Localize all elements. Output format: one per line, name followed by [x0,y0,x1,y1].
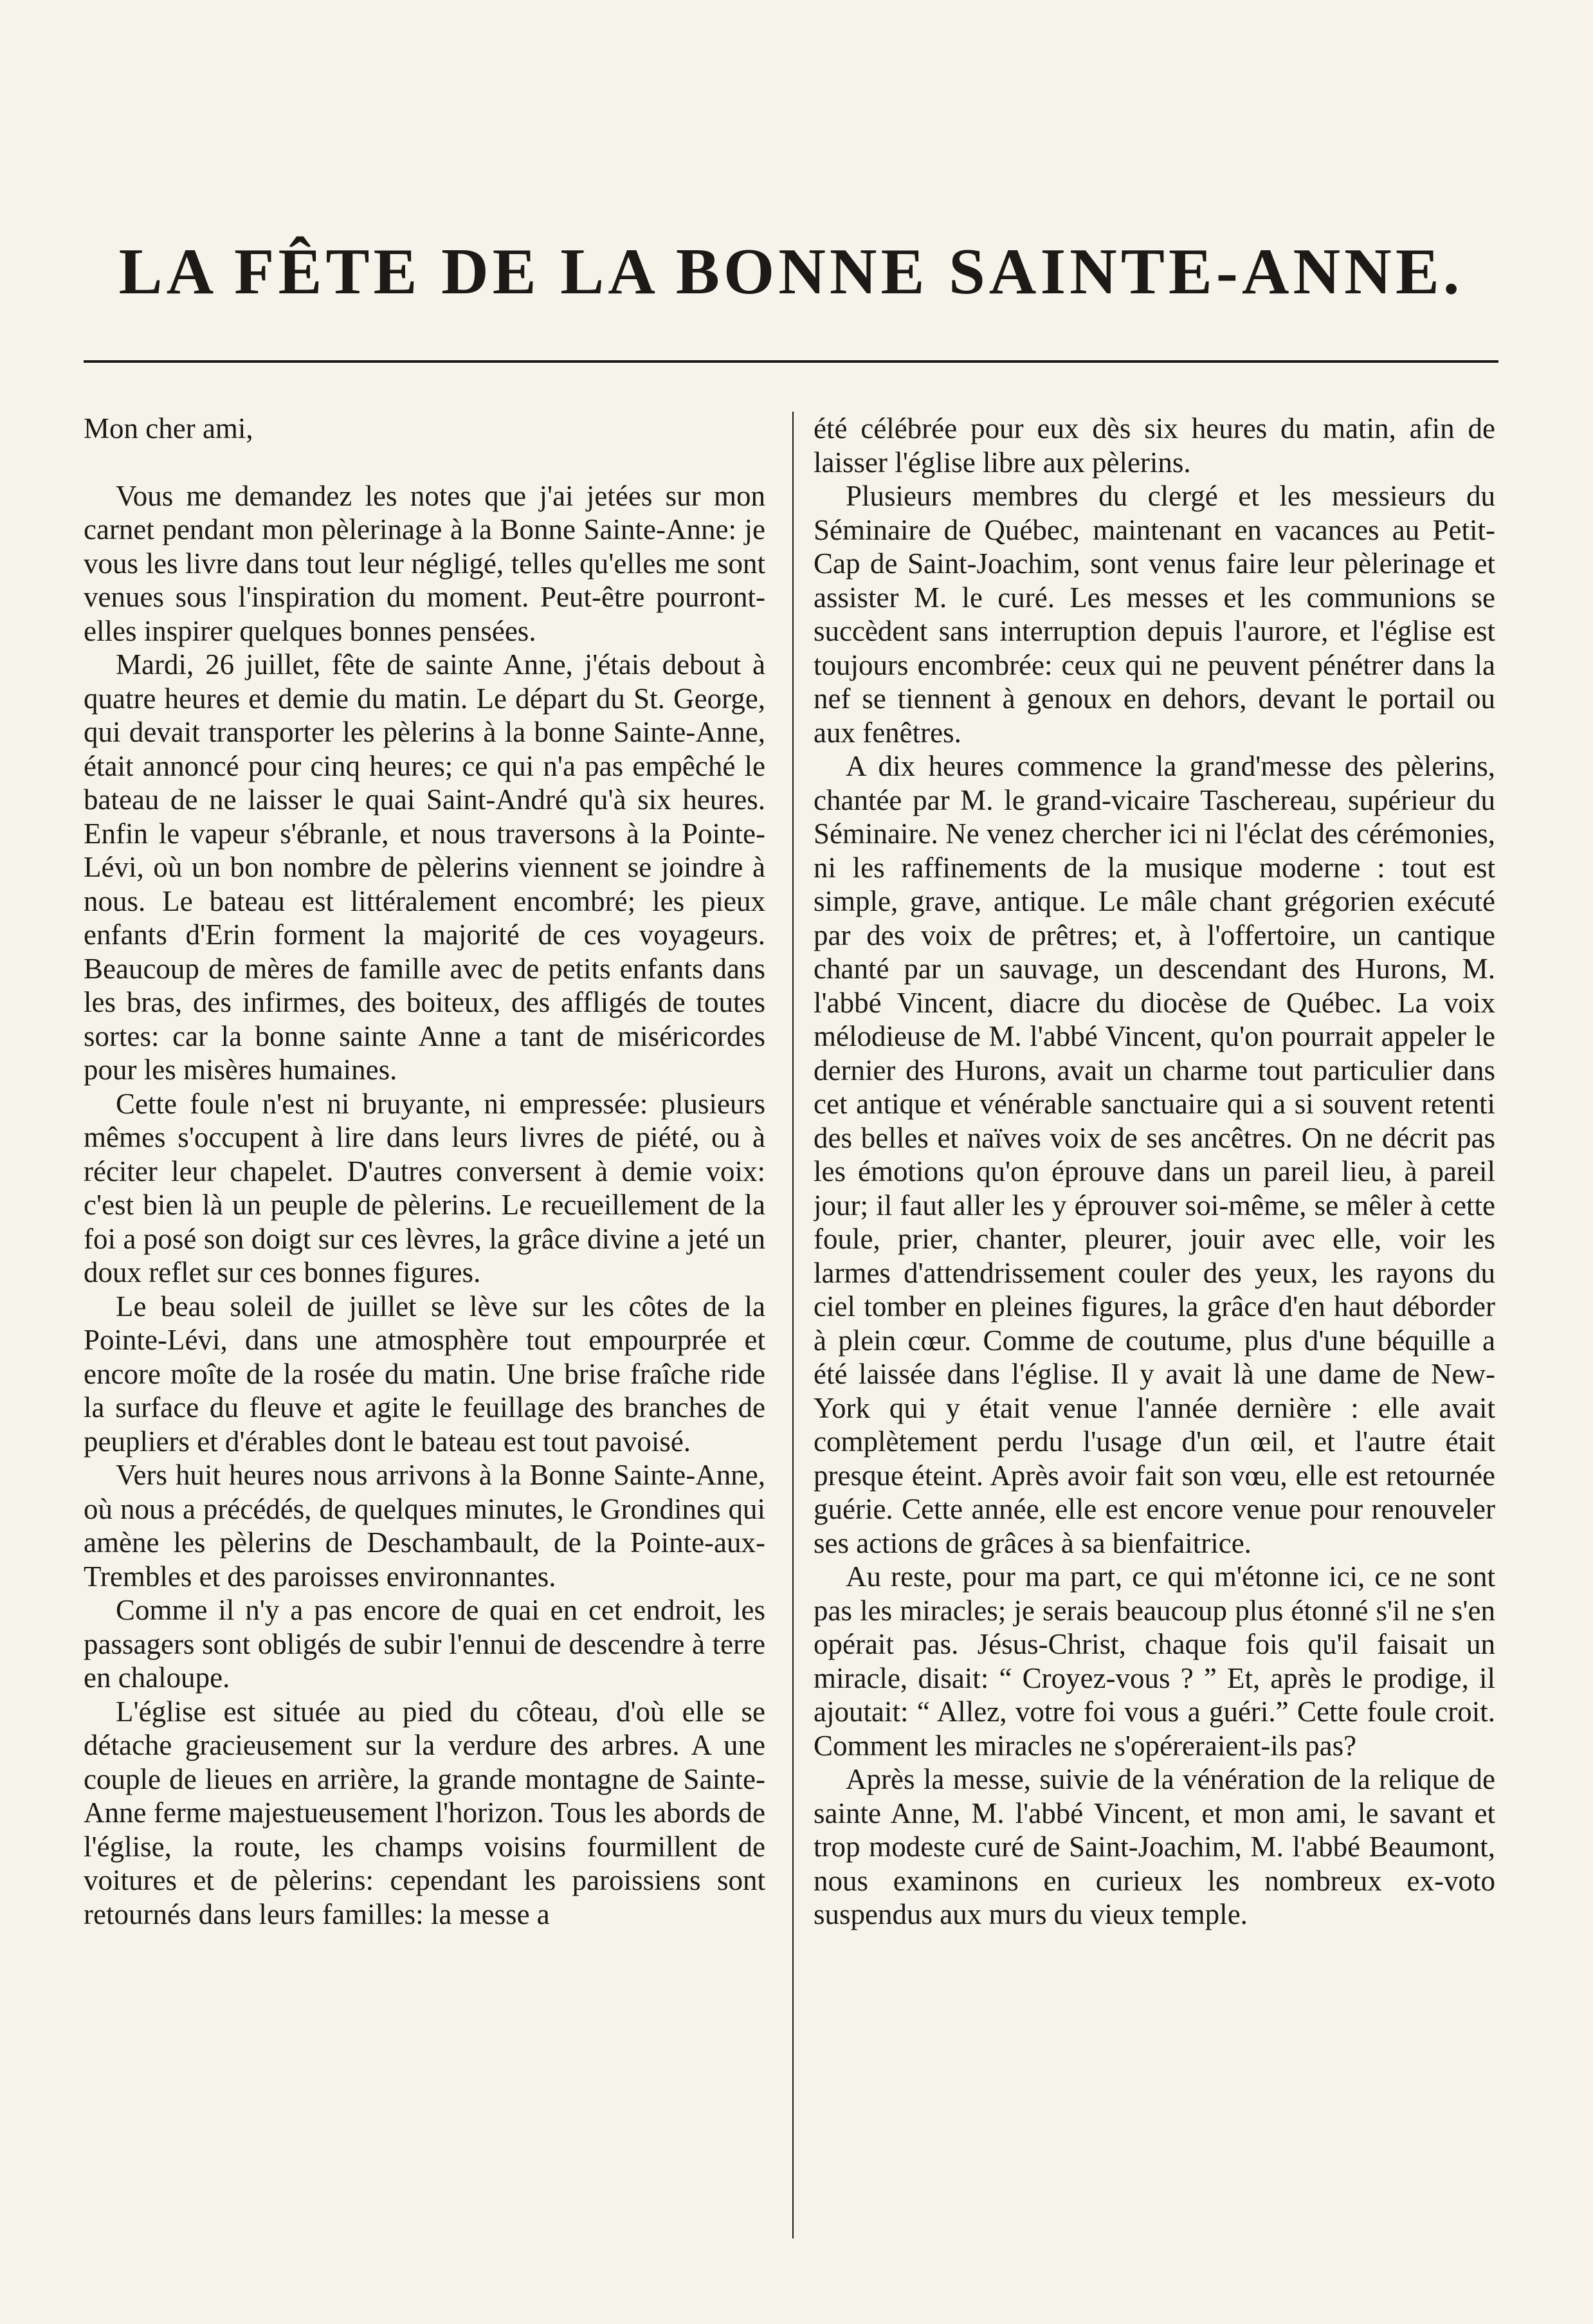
paragraph: L'église est située au pied du côteau, d'où elle se détache gracieusement sur la verdure des arbres. A une couple de lieues en arrière, la grande montagne de Sainte-Anne ferme majestueusement l'horizon. Tous les abords de l'église, la route, les champs voisins fourmillent de voitures et de pèlerins: cependant les paroissiens sont retournés dans leurs familles: la messe a [84,1695,765,1930]
page-title: LA FÊTE DE LA BONNE SAINTE-ANNE. [118,235,1464,308]
left-column [84,412,765,2238]
paragraph: Comme il n'y a pas encore de quai en cet endroit, les passagers sont obligés de subir l'ennui de descendre à terre en chaloupe. [84,1594,765,1694]
paragraph: Vers huit heures nous arrivons à la Bonne Sainte-Anne, où nous a précédés, de quelques minutes, le Grondines qui amène les pèlerins de Deschambault, de la Pointe-aux-Trembles et des paroisses environnantes. [84,1459,765,1593]
paragraph: Au reste, pour ma part, ce qui m'étonne ici, ce ne sont pas les miracles; je serais beaucoup plus étonné s'il ne s'en opérait pas. Jésus-Christ, chaque fois qu'il faisait un miracle, disait: “ Croyez-vous ? ” Et, après le prodige, il ajoutait: “ Allez, votre foi vous a guéri.” Cette foule croit. Comment les miracles ne s'opéreraient-ils pas? [814,1560,1495,1762]
paragraph: Cette foule n'est ni bruyante, ni empressée: plusieurs mêmes s'occupent à lire dans leurs livres de piété, ou à réciter leur chapelet. D'autres conversent à demie voix: c'est bien là un peuple de pèlerins. Le recueillement de la foi a posé son doigt sur ces lèvres, la grâce divine a jeté un doux reflet sur ces bonnes figures. [84,1087,765,1288]
title-rule [84,360,1498,363]
column-divider [792,412,794,2238]
paragraph: Mardi, 26 juillet, fête de sainte Anne, j'étais debout à quatre heures et demie du matin. Le départ du St. George, qui devait transporter les pèlerins à la bonne Sainte-Anne, était annoncé pour cinq heures; ce qui n'a pas empêché le bateau de ne laisser le quai Saint-André qu'à six heures. Enfin le vapeur s'ébranle, et nous traversons à la Pointe-Lévi, où un bon nombre de pèlerins viennent se joindre à nous. Le bateau est littéralement encombré; les pieux enfants d'Erin forment la majorité de ces voyageurs. Beaucoup de mères de famille avec de petits enfants dans les bras, des infirmes, des boiteux, des affligés de toutes sortes: car la bonne sainte Anne a tant de miséricordes pour les misères humaines. [84,648,765,1086]
paragraph: été célébrée pour eux dès six heures du matin, afin de laisser l'église libre aux pèlerins. [814,412,1495,479]
paragraph: Après la messe, suivie de la vénération de la relique de sainte Anne, M. l'abbé Vincent, et mon ami, le savant et trop modeste curé de Saint-Joachim, M. l'abbé Beaumont, nous examinons en curieux les nombreux ex-voto suspendus aux murs du vieux temple. [814,1763,1495,1930]
paragraph: Le beau soleil de juillet se lève sur les côtes de la Pointe-Lévi, dans une atmosphère tout empourprée et encore moîte de la rosée du matin. Une brise fraîche ride la surface du fleuve et agite le feuillage des branches de peupliers et d'érables dont le bateau est tout pavoisé. [84,1290,765,1458]
paragraph: Plusieurs membres du clergé et les messieurs du Séminaire de Québec, maintenant en vacances au Petit-Cap de Saint-Joachim, sont venus faire leur pèlerinage et assister M. le curé. Les messes et les communions se succèdent sans interruption depuis l'aurore, et l'église est toujours encombrée: ceux qui ne peuvent pénétrer dans la nef se tiennent à genoux en dehors, devant le portail ou aux fenêtres. [814,480,1495,749]
paragraph: Vous me demandez les notes que j'ai jetées sur mon carnet pendant mon pèlerinage à la Bonne Sainte-Anne: je vous les livre dans tout leur négligé, telles qu'elles me sont venues sous l'inspiration du moment. Peut-être pourront-elles inspirer quelques bonnes pensées. [84,479,765,647]
paragraph: A dix heures commence la grand'messe des pèlerins, chantée par M. le grand-vicaire Taschereau, supérieur du Séminaire. Ne venez chercher ici ni l'éclat des cérémonies, ni les raffinements de la musique moderne : tout est simple, grave, antique. Le mâle chant grégorien exécuté par des voix de prêtres; et, à l'offertoire, un cantique chanté par un sauvage, un descendant des Hurons, M. l'abbé Vincent, diacre du diocèse de Québec. La voix mélodieuse de M. l'abbé Vincent, qu'on pourrait appeler le dernier des Hurons, avait un charme tout particulier dans cet antique et vénérable sanctuaire qui a si souvent retenti des belles et naïves voix de ses ancêtres. On ne décrit pas les émotions qu'on éprouve dans un pareil lieu, à pareil jour; il faut aller les y éprouver soi-même, se mêler à cette foule, prier, chanter, pleurer, jouir avec elle, voir les larmes d'attendrissement couler des yeux, les rayons du ciel tomber en pleines figures, la grâce d'en haut déborder à plein cœur. Comme de coutume, plus d'une béquille a été laissée dans l'église. Il y avait là une dame de New-York qui y était venue l'année dernière : elle avait complètement perdu l'usage d'un œil, et l'autre était presque éteint. Après avoir fait son vœu, elle est retournée guérie. Cette année, elle est encore venue pour renouveler ses actions de grâces à sa bienfaitrice. [814,750,1495,1559]
greeting: Mon cher ami, [84,412,253,444]
right-column [814,412,1495,2238]
